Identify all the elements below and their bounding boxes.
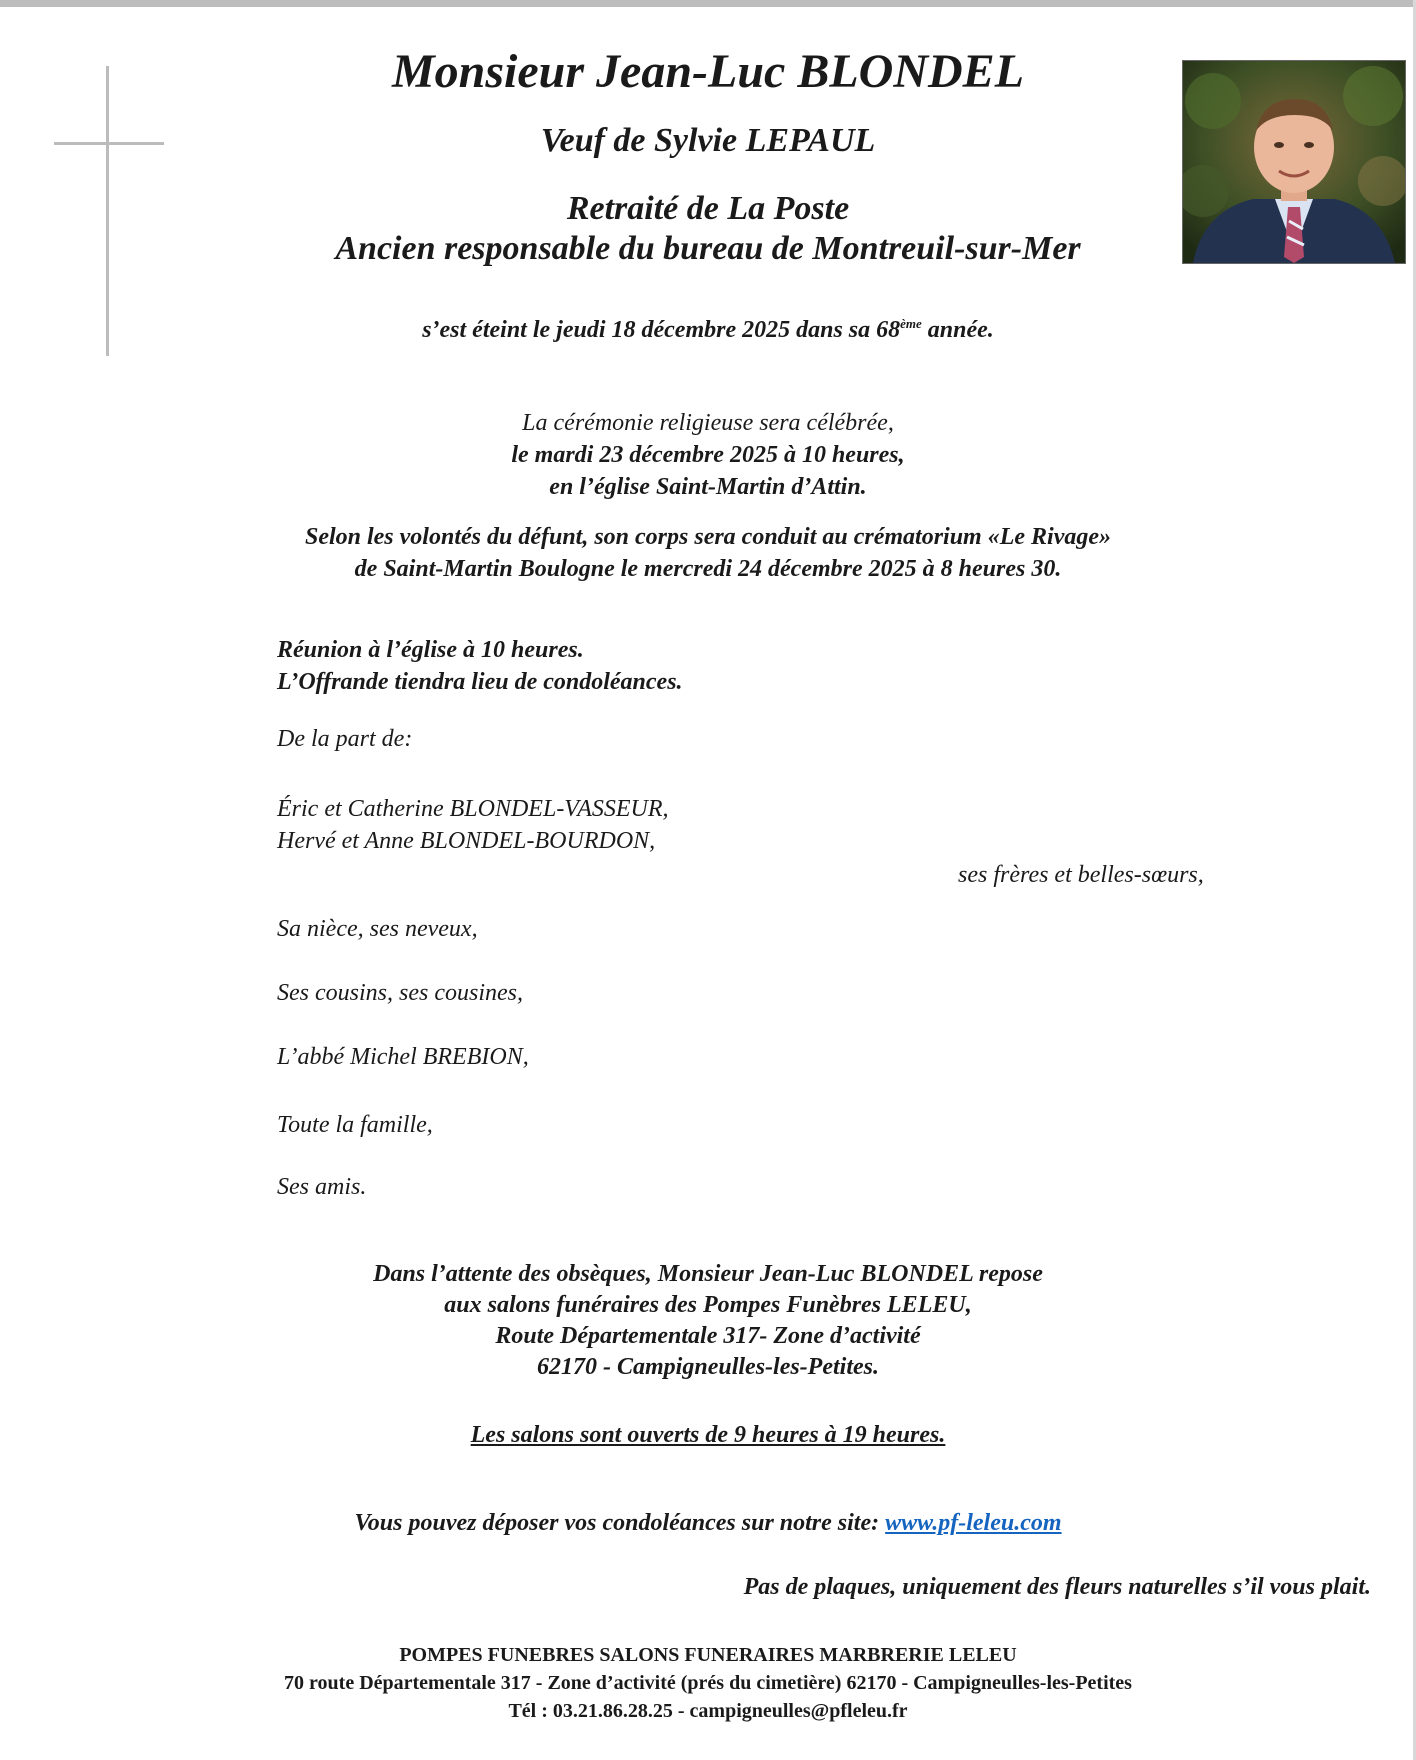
death-announcement: s’est éteint le jeudi 18 décembre 2025 dans sa 68ème année. bbox=[422, 316, 994, 343]
rest-line-1: Dans l’attente des obsèques, Monsieur Jean-Luc BLONDEL repose bbox=[373, 1261, 1043, 1287]
family-siblings-relation: ses frères et belles-sœurs, bbox=[958, 862, 1204, 888]
spouse-line: Veuf de Sylvie LEPAUL bbox=[540, 122, 876, 159]
former-position-line: Ancien responsable du bureau de Montreuil-sur-Mer bbox=[335, 230, 1081, 267]
rest-line-3: Route Départementale 317- Zone d’activité bbox=[495, 1323, 921, 1349]
ceremony-line-1: La cérémonie religieuse sera célébrée, bbox=[522, 410, 894, 436]
footer-address: 70 route Départementale 317 - Zone d’activité (prés du cimetière) 62170 - Campigneulles-les-Petites bbox=[284, 1672, 1132, 1694]
ceremony-line-2: le mardi 23 décembre 2025 à 10 heures, bbox=[511, 442, 905, 468]
family-abbe: L’abbé Michel BREBION, bbox=[277, 1044, 529, 1070]
family-all: Toute la famille, bbox=[277, 1112, 433, 1138]
ceremony-line-3: en l’église Saint-Martin d’Attin. bbox=[549, 474, 867, 500]
rest-line-4: 62170 - Campigneulles-les-Petites. bbox=[537, 1354, 879, 1380]
family-sibling-1: Éric et Catherine BLONDEL-VASSEUR, bbox=[277, 796, 669, 822]
family-sibling-2: Hervé et Anne BLONDEL-BOURDON, bbox=[277, 828, 656, 854]
meeting-line-1: Réunion à l’église à 10 heures. bbox=[277, 637, 584, 663]
footer-company: POMPES FUNEBRES SALONS FUNERAIRES MARBRERIE LELEU bbox=[399, 1644, 1017, 1666]
family-intro: De la part de: bbox=[277, 726, 413, 752]
condolences-link[interactable]: www.pf-leleu.com bbox=[885, 1510, 1062, 1536]
footer-contact: Tél : 03.21.86.28.25 - campigneulles@pfleleu.fr bbox=[508, 1700, 908, 1722]
deceased-name: Monsieur Jean-Luc BLONDEL bbox=[391, 45, 1025, 98]
opening-hours: Les salons sont ouverts de 9 heures à 19 heures. bbox=[470, 1422, 946, 1448]
cremation-line-2: de Saint-Martin Boulogne le mercredi 24 décembre 2025 à 8 heures 30. bbox=[354, 556, 1062, 582]
family-cousins: Ses cousins, ses cousines, bbox=[277, 980, 523, 1006]
family-niece: Sa nièce, ses neveux, bbox=[277, 916, 478, 942]
rest-line-2: aux salons funéraires des Pompes Funèbres LELEU, bbox=[444, 1292, 972, 1318]
profession-line: Retraité de La Poste bbox=[566, 190, 850, 227]
meeting-line-2: L’Offrande tiendra lieu de condoléances. bbox=[277, 669, 683, 695]
flowers-notice: Pas de plaques, uniquement des fleurs naturelles s’il vous plait. bbox=[743, 1574, 1371, 1600]
family-friends: Ses amis. bbox=[277, 1174, 367, 1200]
cremation-line-1: Selon les volontés du défunt, son corps sera conduit au crématorium «Le Rivage» bbox=[304, 524, 1112, 550]
condolences-line: Vous pouvez déposer vos condoléances sur notre site: www.pf-leleu.com bbox=[354, 1510, 1062, 1536]
scan-edge-top bbox=[0, 0, 1416, 7]
